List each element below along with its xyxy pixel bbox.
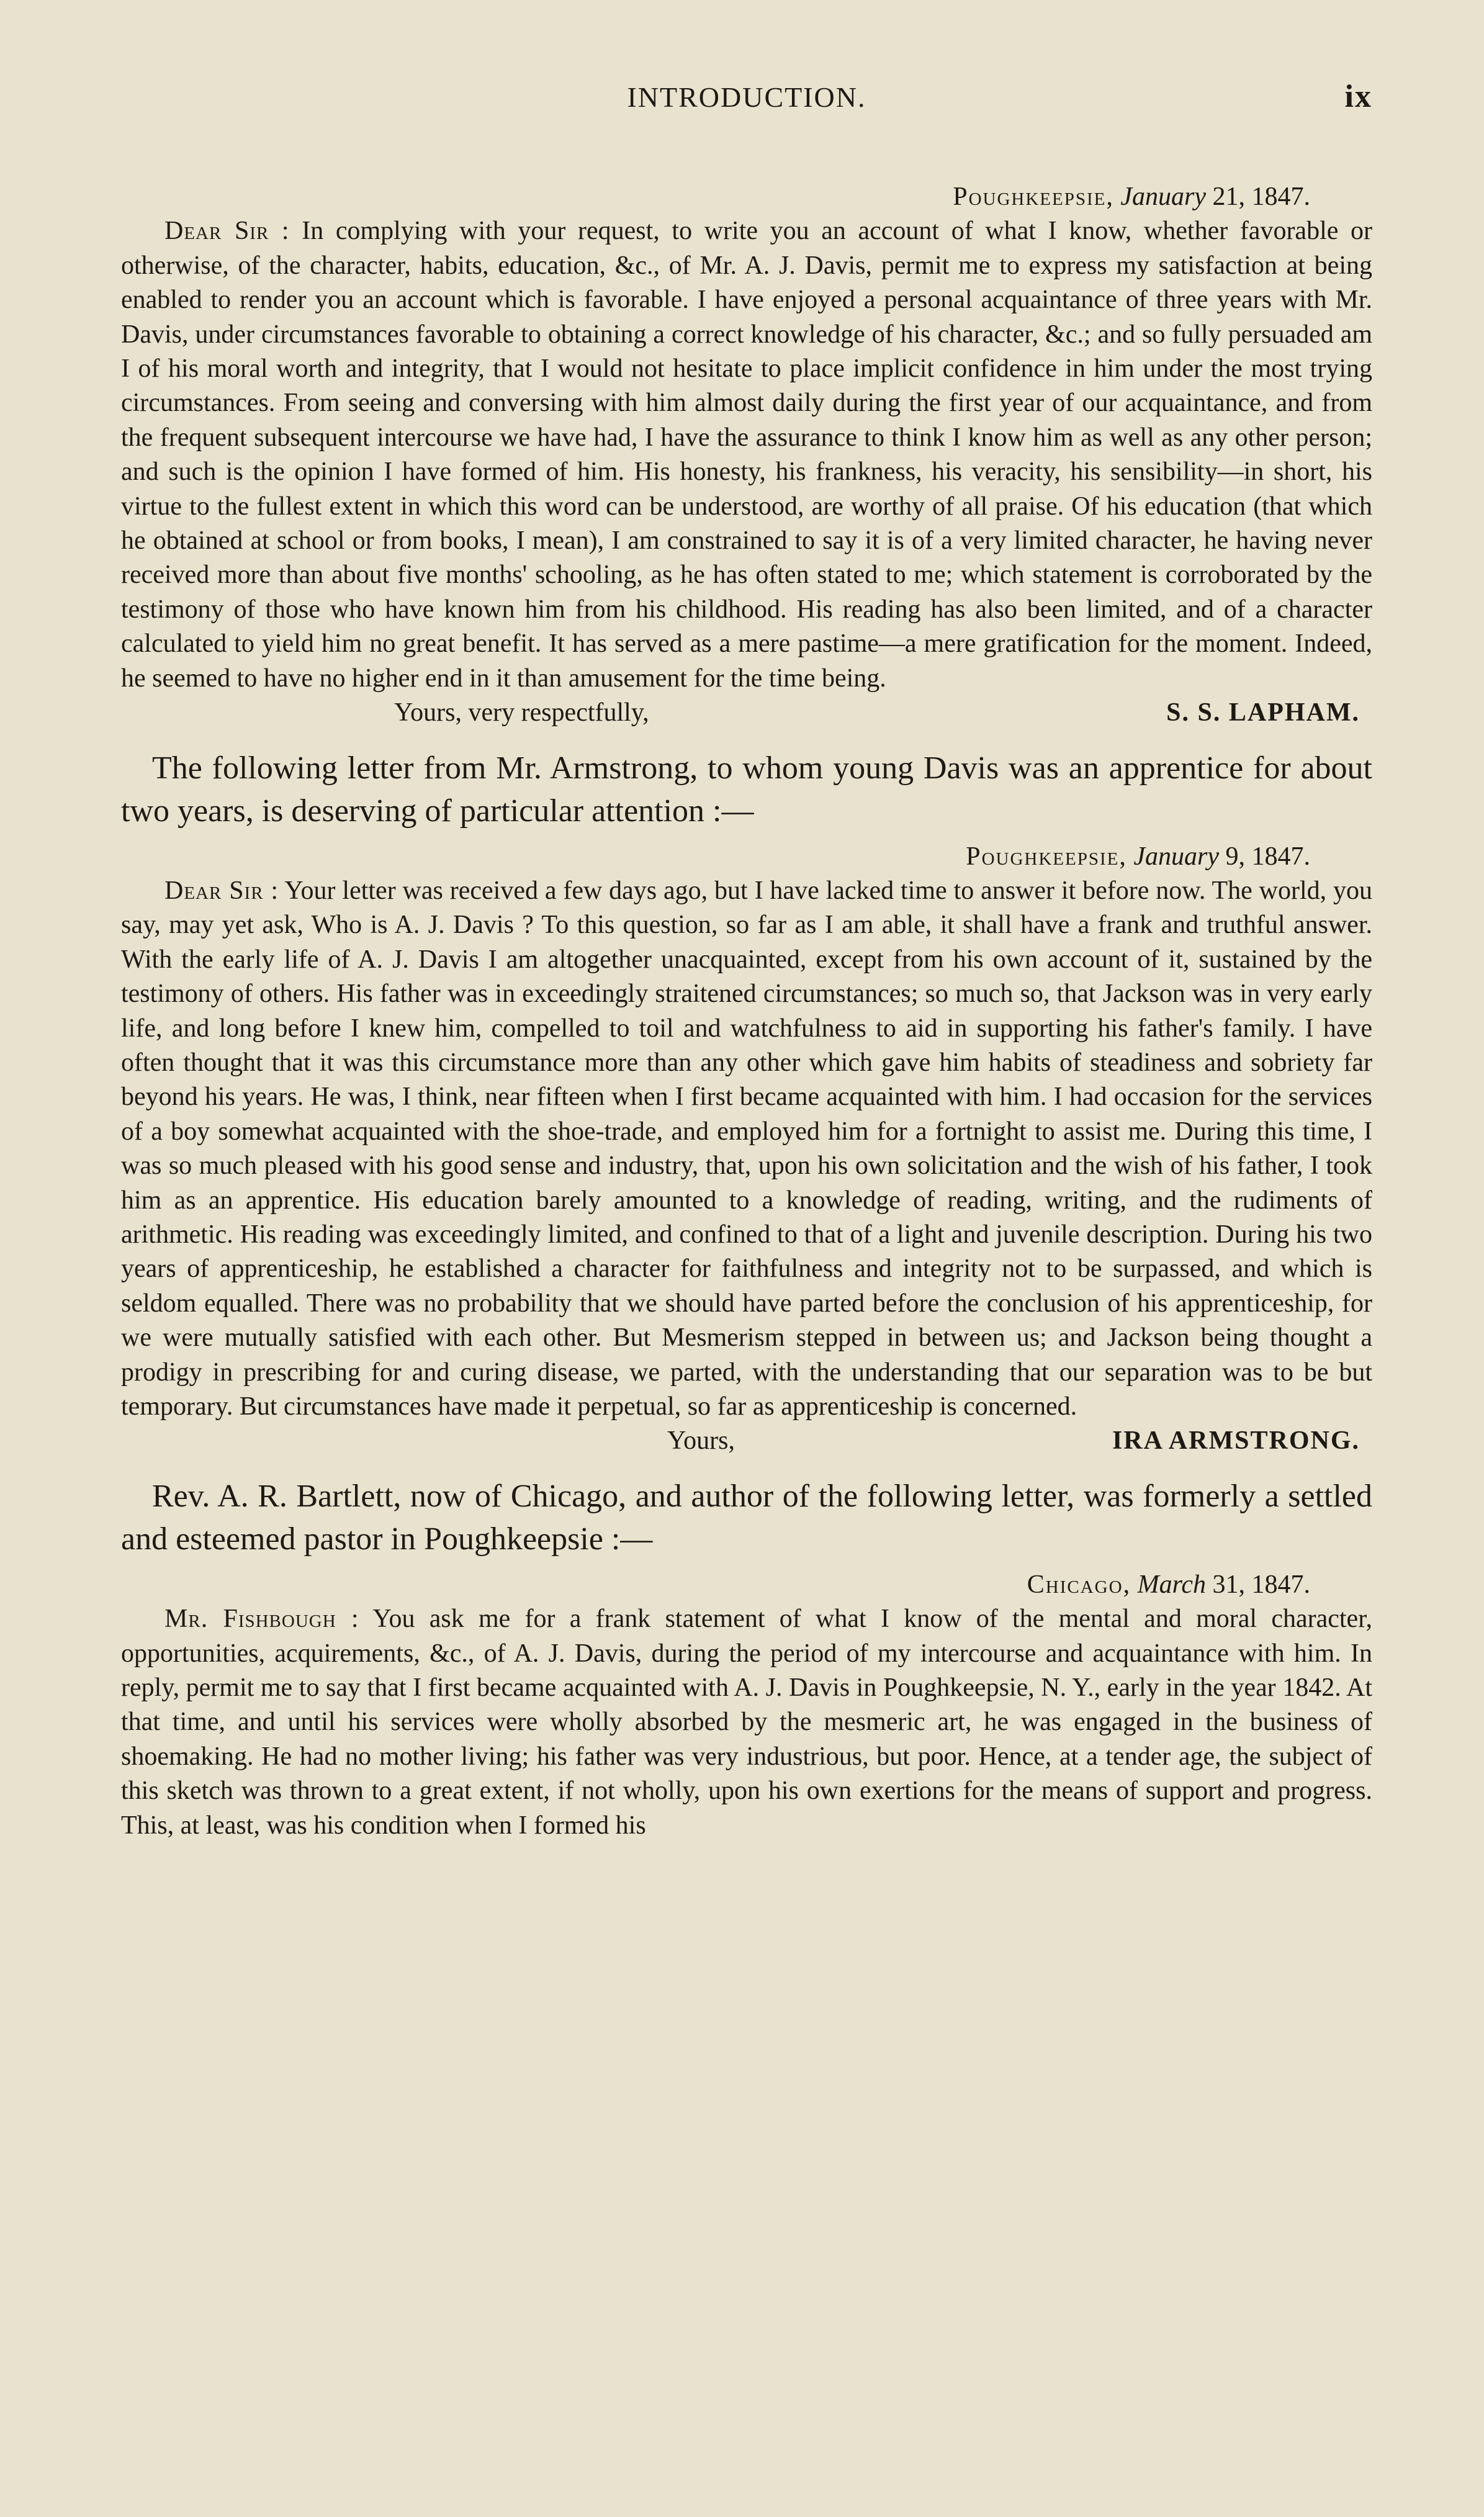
salutation: Dear Sir : bbox=[164, 217, 290, 246]
dateline bbox=[121, 840, 1372, 874]
intro-armstrong: The following letter from Mr. Armstrong, to whom young Davis was an apprentice for about two years, is deserving of particular attention :— bbox=[121, 750, 1372, 829]
dateline-day-year: 31, 1847. bbox=[1212, 1570, 1310, 1599]
closing: Yours, bbox=[667, 1426, 735, 1456]
salutation: Dear Sir : bbox=[164, 876, 279, 905]
letter-bartlett bbox=[121, 1568, 1372, 1843]
letter-text: In complying with your request, to write you an account of what I know, whether favorable or otherwise, of the character, habits, education, &c., of Mr. A. J. Davis, permit me to express my satisfaction at being enabled to render you an account which is favorable. I have enjoyed a personal acquaintance of three years with Mr. Davis, under circumstances favorable to obtaining a correct knowledge of his character, &c.; and so fully persuaded am I of his moral worth and integrity, that I would not hesitate to place implicit confidence in him under the most trying circumstances. From seeing and conversing with him almost daily during the first year of our acquaintance, and from the frequent subsequent intercourse we have had, I have the assurance to think I know him as well as any other person; and such is the opinion I have formed of him. His honesty, his frankness, his veracity, his sensibility—in short, his virtue to the fullest extent in which this word can be understood, are worthy of all praise. Of his education (that which he obtained at school or from books, I mean), I am constrained to say it is of a very limited character, he having never received more than about five months' schooling, as he has often stated to me; which statement is corroborated by the testimony of those who have known him from his childhood. His reading has also been limited, and of a character calculated to yield him no great benefit. It has served as a mere pastime—a mere gratification for the moment. Indeed, he seemed to have no higher end in it than amusement for the time being. bbox=[121, 217, 1372, 693]
page-number: ix bbox=[1344, 79, 1372, 114]
dateline bbox=[121, 1568, 1372, 1602]
dateline-month: March bbox=[1137, 1570, 1206, 1599]
intro-bartlett: Rev. A. R. Bartlett, now of Chicago, and author of the following letter, was formerly a settled and esteemed pastor in Poughkeepsie :— bbox=[121, 1478, 1372, 1557]
letter-text: Your letter was received a few days ago, but I have lacked time to answer it before now. The world, you say, may yet ask, Who is A. J. Davis ? To this question, so far as I am able, it shall have a frank and truthful answer. With the early life of A. J. Davis I am altogether unacquainted, except from his own account of it, sustained by the testimony of others. His father was in exceedingly straitened circumstances; so much so, that Jackson was in very early life, and long before I knew him, compelled to toil and watchfulness to aid in supporting his father's family. I have often thought that it was this circumstance more than any other which gave him habits of steadiness and sobriety far beyond his years. He was, I think, near fifteen when I first became acquainted with him. I had occasion for the services of a boy somewhat acquainted with the shoe-trade, and employed him for a fortnight to assist me. During this time, I was so much pleased with his good sense and industry, that, upon his own solicitation and the wish of his father, I took him as an apprentice. His education barely amounted to a knowledge of reading, writing, and the rudiments of arithmetic. His reading was exceedingly limited, and confined to that of a light and juvenile description. During his two years of apprenticeship, he established a character for faithfulness and integrity not to be surpassed, and which is seldom equalled. There was no probability that we should have parted before the conclusion of his apprenticeship, for we were mutually satisfied with each other. But Mesmerism stepped in between us; and Jackson being thought a prodigy in prescribing for and curing disease, we parted, with the understanding that our separation was to be but temporary. But circumstances have made it perpetual, so far as apprenticeship is concerned. bbox=[121, 876, 1372, 1421]
dateline-place: Chicago, bbox=[1027, 1570, 1131, 1599]
letter-body bbox=[121, 1602, 1372, 1843]
signature: S. S. LAPHAM. bbox=[1166, 698, 1360, 727]
letter-armstrong bbox=[121, 840, 1372, 1459]
dateline-day-year: 21, 1847. bbox=[1212, 182, 1310, 211]
letter-body bbox=[121, 214, 1372, 696]
signoff bbox=[121, 1424, 1372, 1458]
letter-lapham bbox=[121, 180, 1372, 731]
signoff bbox=[121, 696, 1372, 730]
running-title: INTRODUCTION. bbox=[627, 81, 866, 113]
dateline-month: January bbox=[1133, 842, 1219, 871]
dateline-place: Poughkeepsie, bbox=[966, 842, 1127, 871]
letter-body bbox=[121, 874, 1372, 1425]
closing: Yours, very respectfully, bbox=[394, 698, 649, 727]
salutation: Mr. Fishbough : bbox=[164, 1605, 359, 1634]
dateline bbox=[121, 180, 1372, 214]
letter-text: You ask me for a frank statement of what I know of the mental and moral character, opportunities, acquirements, &c., of A. J. Davis, during the period of my intercourse and acquaintance with him. In reply, permit me to say that I first became acquainted with A. J. Davis in Poughkeepsie, N. Y., early in the year 1842. At that time, and until his services were wholly absorbed by the mesmeric art, he was engaged in the business of shoemaking. He had no mother living; his father was very industrious, but poor. Hence, at a tender age, the subject of this sketch was thrown to a great extent, if not wholly, upon his own exertions for the means of support and progress. This, at least, was his condition when I formed his bbox=[121, 1605, 1372, 1840]
running-head bbox=[121, 74, 1372, 124]
dateline-month: January bbox=[1120, 182, 1206, 211]
dateline-place: Poughkeepsie, bbox=[953, 182, 1114, 211]
signature: IRA ARMSTRONG. bbox=[1112, 1426, 1360, 1456]
dateline-day-year: 9, 1847. bbox=[1225, 842, 1310, 871]
